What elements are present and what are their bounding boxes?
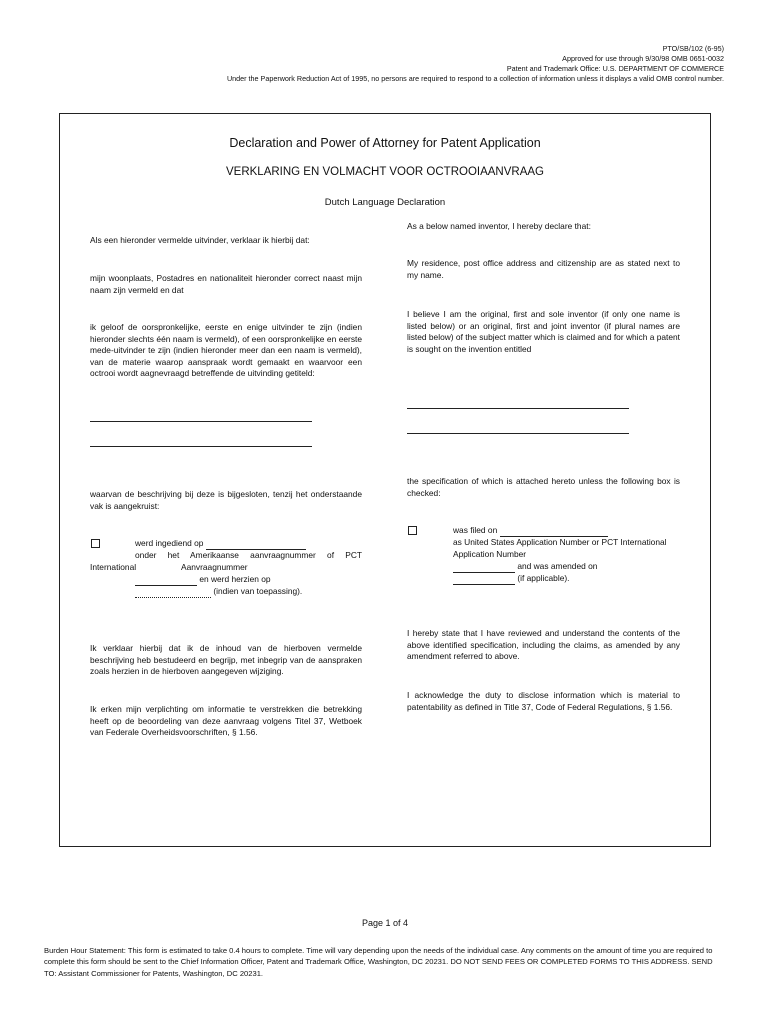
english-if-applicable: (if applicable). [517,573,570,583]
english-filed-on-label: was filed on [453,525,498,535]
dutch-filed-date-field[interactable] [206,540,306,550]
english-amended-label: and was amended on [517,561,598,571]
english-duty-statement: I acknowledge the duty to disclose information which is material to patentability as defined in Title 37, Code of Federal Regulations, § 1.56. [407,690,680,712]
english-filed-checkbox[interactable] [408,526,417,535]
dutch-app-number-label-b: International [90,562,137,572]
english-amended-row [453,561,673,573]
dutch-reviewed-statement: Ik verklaar hierbij dat ik de inhoud van de hierboven vermelde beschrijving heb bestudeerd en begrijp, met inbegrip van de aanspraken zoals herzien in de hierboven aangegeven wijziging. [90,643,362,677]
dutch-app-number-label-a: onder het Amerikaanse aanvraagnummer of PCT [135,550,362,560]
dutch-invention-title-line-1[interactable] [90,421,312,422]
english-residence: My residence, post office address and citizenship are as stated next to my name. [407,258,680,280]
english-reviewed-statement: I hereby state that I have reviewed and understand the contents of the above identified specification, including the claims, as amended by any amendment referred to above. [407,628,680,662]
english-filed-date-field[interactable] [500,527,608,537]
dutch-amended-date-row [135,586,355,598]
dutch-residence: mijn woonplaats, Postadres en nationaliteit hieronder correct naast mijn naam zijn vermeld en dat [90,273,362,295]
dutch-duty-statement: Ik erken mijn verplichting om informatie te verstrekken die betrekking heeft op de beoordeling van deze aanvraag volgens Titel 37, Wetboek van Federale Overheidsvoorschriften, § 1.56. [90,704,362,738]
english-invention-title-line-1[interactable] [407,408,629,409]
burden-statement: Burden Hour Statement: This form is estimated to take 0.4 hours to complete. Time will vary depending upon the needs of the individual case. Any comments on the amount of time you are required to complete this form should be sent to the Chief Information Officer, Patent and Trademark Office, Washington, DC 20231. DO NOT SEND FEES OR COMPLETED FORMS TO THIS ADDRESS. SEND TO: Assistant Commissioner for Patents, Washington, DC 20231. [44,946,713,978]
dutch-filed-on-row [135,538,335,550]
approval-text: Approved for use through 9/30/98 OMB 0651-0032 [562,54,724,63]
dutch-invention-title-line-2[interactable] [90,446,312,447]
form-header [227,44,724,84]
english-filed-on-row [453,525,673,537]
dutch-amended-row [135,574,335,586]
english-amended-date-row [453,573,673,585]
dutch-app-number-field[interactable] [135,576,197,586]
dutch-filed-on-label: werd ingediend op [135,538,204,548]
paperwork-notice: Under the Paperwork Reduction Act of 1995, no persons are required to respond to a collection of information unless it displays a valid OMB control number. [226,74,724,83]
page-number: Page 1 of 4 [361,918,409,928]
language-subtitle: Dutch Language Declaration [324,197,446,208]
dutch-filed-checkbox[interactable] [91,539,100,548]
english-title: Declaration and Power of Attorney for Patent Application [229,136,541,150]
form-id: PTO/SB/102 (6-95) [662,44,724,53]
english-amended-date-field[interactable] [453,575,515,585]
dutch-intro: Als een hieronder vermelde uitvinder, verklaar ik hierbij dat: [90,235,310,245]
dutch-app-number-label-c: Aanvraagnummer [181,562,248,572]
dutch-amended-date-field[interactable] [135,588,211,598]
english-app-number-label-b: Application Number [453,549,527,559]
dutch-specification: waarvan de beschrijving bij deze is bijgesloten, tenzij het onderstaande vak is aangekruist: [90,489,362,511]
dutch-amended-label: en werd herzien op [199,574,271,584]
english-invention-title-line-2[interactable] [407,433,629,434]
english-belief: I believe I am the original, first and sole inventor (if only one name is listed below) or an original, first and joint inventor (if plural names are listed below) of the subject matter which is claimed and for which a patent is sought on the invention entitled [407,309,680,354]
english-app-number-field[interactable] [453,563,515,573]
english-app-number-label-a: as United States Application Number or PCT International [453,537,667,547]
english-intro: As a below named inventor, I hereby declare that: [407,221,591,231]
dutch-belief: ik geloof de oorspronkelijke, eerste en enige uitvinder te zijn (indien hieronder slechts één naam is vermeld), of een oorspronkelijke en eerste mede-uitvinder te zijn (indien hieronder meer dan een naam is vermeld), van de materie waarop aanspraak wordt gemaakt en waarvoor een octrooi wordt aagnevraagd betreffende de uitvinding getiteld: [90,322,362,379]
dutch-if-applicable: (indien van toepassing). [213,586,303,596]
office-text: Patent and Trademark Office: U.S. DEPARTMENT OF COMMERCE [506,64,724,73]
english-specification: the specification of which is attached hereto unless the following box is checked: [407,476,680,498]
dutch-title: VERKLARING EN VOLMACHT VOOR OCTROOIAANVRAAG [225,166,544,178]
